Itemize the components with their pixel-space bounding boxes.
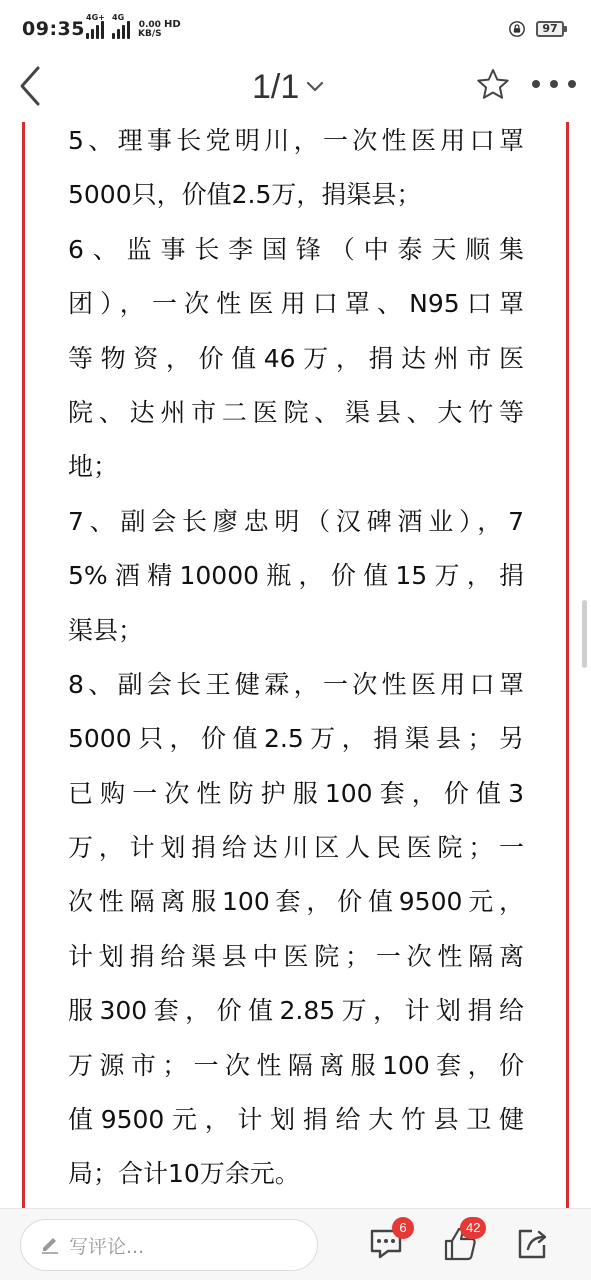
article-line: 渠县； xyxy=(68,615,144,645)
article-line: 等物资，价值46万，捐达州市医 xyxy=(68,343,524,373)
article-content[interactable] xyxy=(0,122,591,1208)
article-line: 5000只，价值2.5万，捐渠县； xyxy=(68,180,422,210)
article-line: 地； xyxy=(68,452,119,482)
top-nav-bar xyxy=(0,60,591,123)
article-line: 6、监事长李国锋（中泰天顺集 xyxy=(68,234,524,264)
article-line: 5、理事长党明川，一次性医用口罩 xyxy=(68,126,524,155)
status-bar xyxy=(0,0,591,60)
chevron-down-icon xyxy=(305,80,325,94)
signal-2-icon xyxy=(112,13,130,39)
hd-label: HD xyxy=(164,19,181,30)
scrollbar-thumb[interactable] xyxy=(582,600,587,668)
lock-rotation-icon xyxy=(508,20,526,38)
signal-2-tag: 4G xyxy=(112,13,125,22)
article-line: 万源市；一次性隔离服100套，价 xyxy=(68,1050,524,1080)
article-line: 次性隔离服100套，价值9500元， xyxy=(68,887,524,917)
network-speed-unit: KB/S xyxy=(138,29,162,39)
article-line: 5000只，价值2.5万，捐渠县；另 xyxy=(68,724,524,754)
article-line: 团），一次性医用口罩、N95口罩 xyxy=(68,289,524,319)
article-line: 8、副会长王健霖，一次性医用口罩 xyxy=(68,669,524,699)
article-line: 值9500元，计划捐给大竹县卫健 xyxy=(68,1105,524,1135)
star-icon[interactable] xyxy=(474,66,512,104)
article-line: 局；合计10万余元。 xyxy=(68,1159,300,1189)
comment-input[interactable] xyxy=(20,1219,318,1271)
battery-indicator: 97 xyxy=(536,21,564,37)
page-indicator-label: 1/1 xyxy=(252,67,300,106)
share-icon[interactable] xyxy=(512,1223,552,1263)
back-arrow-icon[interactable] xyxy=(14,64,50,108)
article-body xyxy=(68,122,524,1208)
article-line: 已购一次性防护服100套，价值3 xyxy=(68,778,524,808)
status-time: 09:35 xyxy=(22,18,85,40)
comments-count-badge: 6 xyxy=(392,1217,414,1239)
network-speed xyxy=(138,21,162,39)
hd-indicator xyxy=(164,20,181,30)
article-line: 院、达州市二医院、渠县、大竹等 xyxy=(68,397,524,427)
article-line: 计划捐给渠县中医院；一次性隔离 xyxy=(68,941,524,971)
likes-count-badge: 42 xyxy=(460,1217,486,1239)
more-icon[interactable] xyxy=(532,74,576,94)
left-red-border xyxy=(22,122,25,1208)
signal-1-tag: 4G+ xyxy=(86,13,105,22)
right-red-border xyxy=(566,122,569,1208)
page-indicator[interactable] xyxy=(252,64,325,110)
article-line: 7、副会长廖忠明（汉碑酒业），7 xyxy=(68,506,524,536)
article-line: 服300套，价值2.85万，计划捐给 xyxy=(68,996,524,1026)
network-speed-value: 0.00 xyxy=(138,20,161,30)
signal-1-icon xyxy=(86,13,105,39)
article-line: 5%酒精10000瓶，价值15万，捐 xyxy=(68,561,524,591)
comment-placeholder: 写评论... xyxy=(69,1235,145,1258)
bottom-action-bar xyxy=(0,1208,591,1280)
pen-icon xyxy=(39,1234,61,1256)
article-line: 万，计划捐给达川区人民医院；一 xyxy=(68,833,524,863)
